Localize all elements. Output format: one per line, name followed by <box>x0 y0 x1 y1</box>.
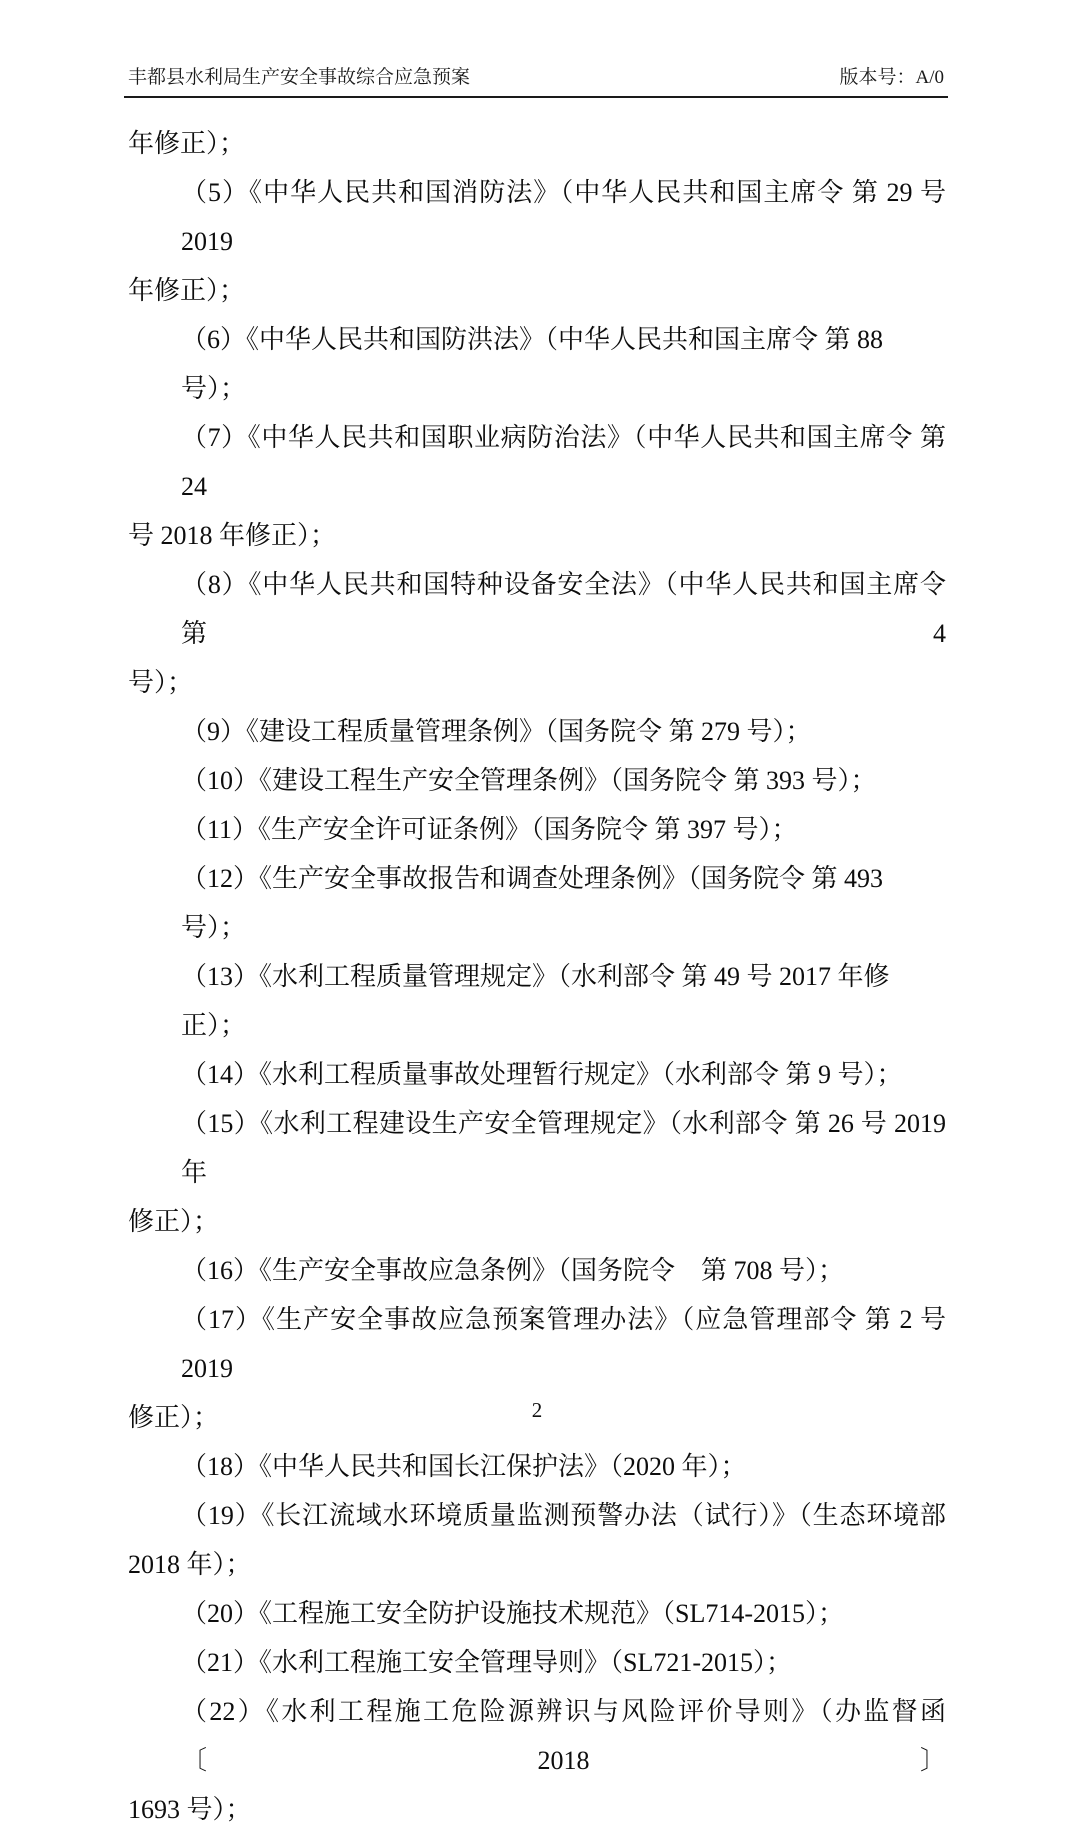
text-line: （20）《工程施工安全防护设施技术规范》（SL714-2015）； <box>181 1599 845 1628</box>
text-line: （12）《生产安全事故报告和调查处理条例》（国务院令 第 493 号）； <box>181 864 890 942</box>
text-line: （21）《水利工程施工安全管理导则》（SL721-2015）； <box>181 1648 793 1677</box>
document-body <box>128 119 953 1834</box>
text-line: （18）《中华人民共和国长江保护法》（2020 年）； <box>181 1452 747 1481</box>
text-line: （11）《生产安全许可证条例》（国务院令 第 397 号）； <box>181 815 798 844</box>
text-line: （22）《水利工程施工危险源辨识与风险评价导则》（办监督函〔2018〕 <box>181 1697 946 1775</box>
text-line: 2018 年）； <box>128 1550 252 1579</box>
text-line: （13）《水利工程质量管理规定》（水利部令 第 49 号 2017 年修正）； <box>181 962 890 1040</box>
text-line: （19）《长江流域水环境质量监测预警办法（试行）》（生态环境部 <box>181 1501 946 1530</box>
text-line: （14）《水利工程质量事故处理暂行规定》（水利部令 第 9 号）； <box>181 1060 903 1089</box>
text-line: （7）《中华人民共和国职业病防治法》（中华人民共和国主席令 第 24 <box>181 423 953 501</box>
text-line: （15）《水利工程建设生产安全管理规定》（水利部令 第 26 号 2019 年 <box>181 1109 953 1187</box>
text-line: （8）《中华人民共和国特种设备安全法》（中华人民共和国主席令 第 4 <box>181 570 953 648</box>
text-line: （17）《生产安全事故应急预案管理办法》（应急管理部令 第 2 号 2019 <box>181 1305 953 1383</box>
text-line: 号 2018 年修正）； <box>128 521 337 550</box>
text-line: 修正）； <box>128 1403 220 1432</box>
text-line: （5）《中华人民共和国消防法》（中华人民共和国主席令 第 29 号 2019 <box>181 178 953 256</box>
text-line: 年修正）； <box>128 129 246 158</box>
header-document-title: 丰都县水利局生产安全事故综合应急预案 <box>128 67 471 88</box>
text-line: （10）《建设工程生产安全管理条例》（国务院令 第 393 号）； <box>181 766 877 795</box>
text-line: 1693 号）； <box>128 1795 252 1824</box>
page-number: 2 <box>531 1398 543 1422</box>
page-header <box>124 66 948 98</box>
text-line: 修正）； <box>128 1207 220 1236</box>
text-line: 号）； <box>128 668 194 697</box>
text-line: （9）《建设工程质量管理条例》（国务院令 第 279 号）； <box>181 717 812 746</box>
text-line: （6）《中华人民共和国防洪法》（中华人民共和国主席令 第 88 号）； <box>181 325 890 403</box>
page-footer <box>0 1398 1074 1423</box>
header-version-label: 版本号：A/0 <box>839 67 944 88</box>
text-line: （16）《生产安全事故应急条例》（国务院令 第 708 号）； <box>181 1256 845 1285</box>
text-line: 年修正）； <box>128 276 246 305</box>
